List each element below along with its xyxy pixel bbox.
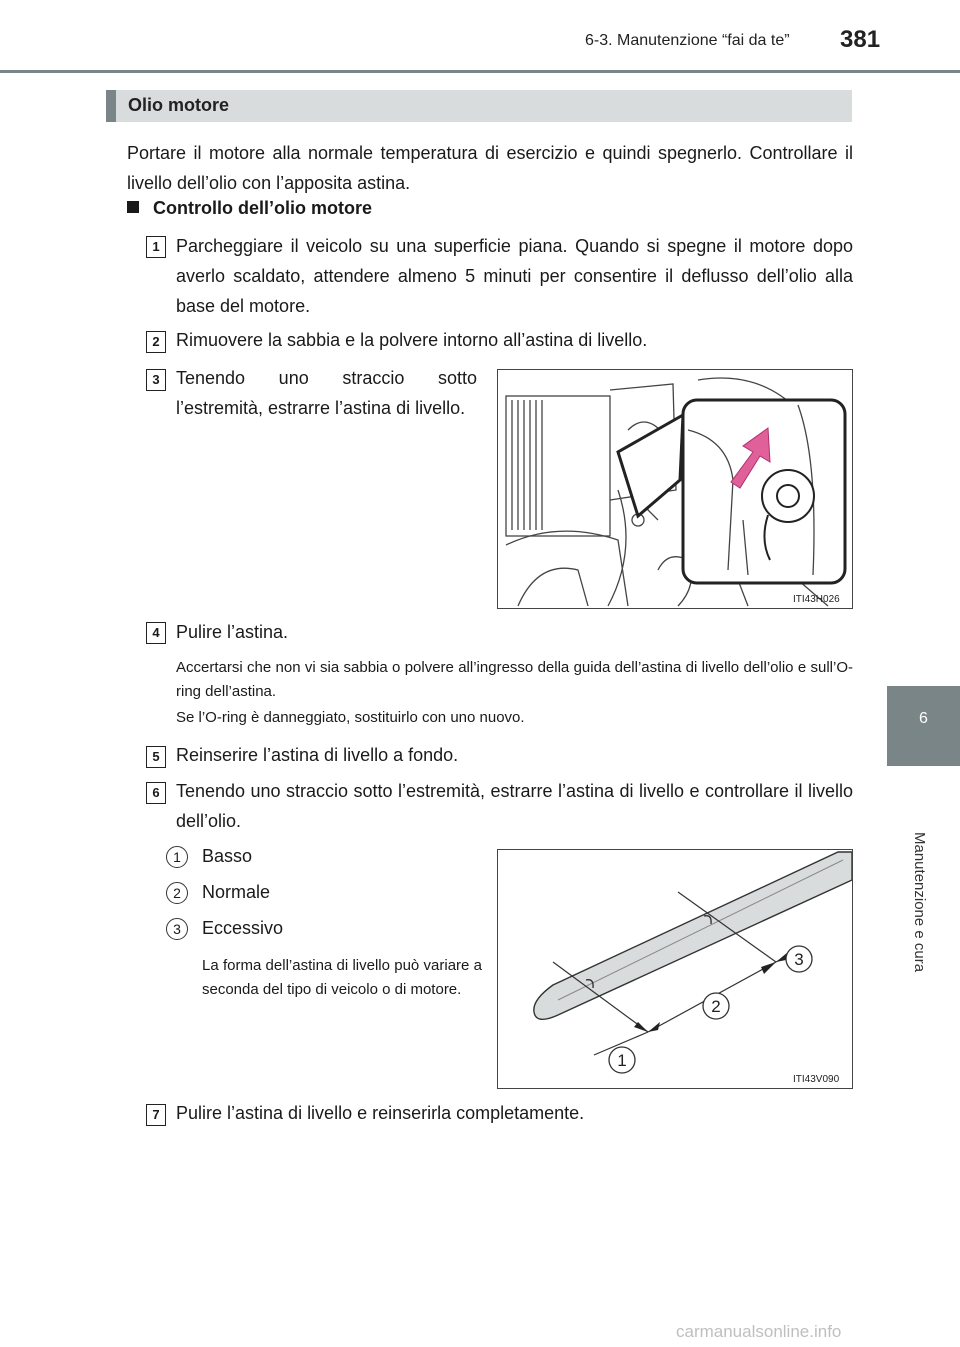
subheading [127,198,372,219]
section-heading [106,90,852,122]
intro-paragraph: Portare il motore alla normale temperatura di esercizio e quindi spegnerlo. Controllare il livello dell’olio con l’apposita astina. [127,143,853,193]
level-number-circle: 3 [166,918,188,940]
figure-code: ITI43V090 [793,1074,840,1085]
step-text: Pulire l’astina di livello e reinserirla completamente. [176,1103,585,1123]
square-bullet-icon [127,201,139,213]
levels-note: La forma dell’astina di livello può variare a seconda del tipo di veicolo o di motore. [202,957,482,998]
section-heading-text: Olio motore [128,95,230,115]
engine-drawing [498,370,852,608]
step-text: Parcheggiare il veicolo su una superficie piana. Quando si spegne il motore dopo averlo scaldato, attendere almeno 5 minuti per consentire il deflusso dell’olio alla base del motore. [176,236,853,316]
page-number: 381 [840,26,881,53]
step-text: Tenendo uno straccio sotto l’estremità, estrarre l’astina di livello. [176,368,477,418]
header-rule [0,70,960,73]
step-text: Rimuovere la sabbia e la polvere intorno all’astina di livello. [176,330,648,350]
dipstick-drawing [498,850,852,1088]
callout-label: 3 [794,950,804,969]
step-note: Accertarsi che non vi sia sabbia o polvere all’ingresso della guida dell’astina di livello dell’olio e sull’O-ring dell’astina. [176,659,853,700]
section-reference: 6-3. Manutenzione “fai da te” [585,32,790,49]
step-number-badge: 4 [146,622,166,644]
step-text: Tenendo uno straccio sotto l’estremità, estrarre l’astina di livello e controllare il livello dell’olio. [176,781,853,831]
level-number-circle: 2 [166,882,188,904]
step-number-badge: 5 [146,746,166,768]
step-number-badge: 6 [146,782,166,804]
step-text: Pulire l’astina. [176,622,289,642]
level-label: Eccessivo [202,918,284,938]
callout-label: 2 [711,997,721,1016]
step-number-badge: 2 [146,331,166,353]
step-number-badge: 7 [146,1104,166,1126]
step-number-badge: 1 [146,236,166,258]
figure-code: ITI43H026 [793,594,840,605]
subheading-text: Controllo dell’olio motore [153,198,372,218]
dipstick-illustration [497,849,853,1089]
step-note: Se l’O-ring è danneggiato, sostituirlo con uno nuovo. [176,709,525,726]
level-label: Basso [202,846,253,866]
engine-illustration [497,369,853,609]
callout-label: 1 [617,1051,627,1070]
watermark: carmanualsonline.info [676,1322,842,1341]
level-number-circle: 1 [166,846,188,868]
step-number-badge: 3 [146,369,166,391]
chapter-label: Manutenzione e cura [911,832,928,973]
level-label: Normale [202,882,271,902]
step-text: Reinserire l’astina di livello a fondo. [176,745,459,765]
chapter-number: 6 [919,710,928,727]
